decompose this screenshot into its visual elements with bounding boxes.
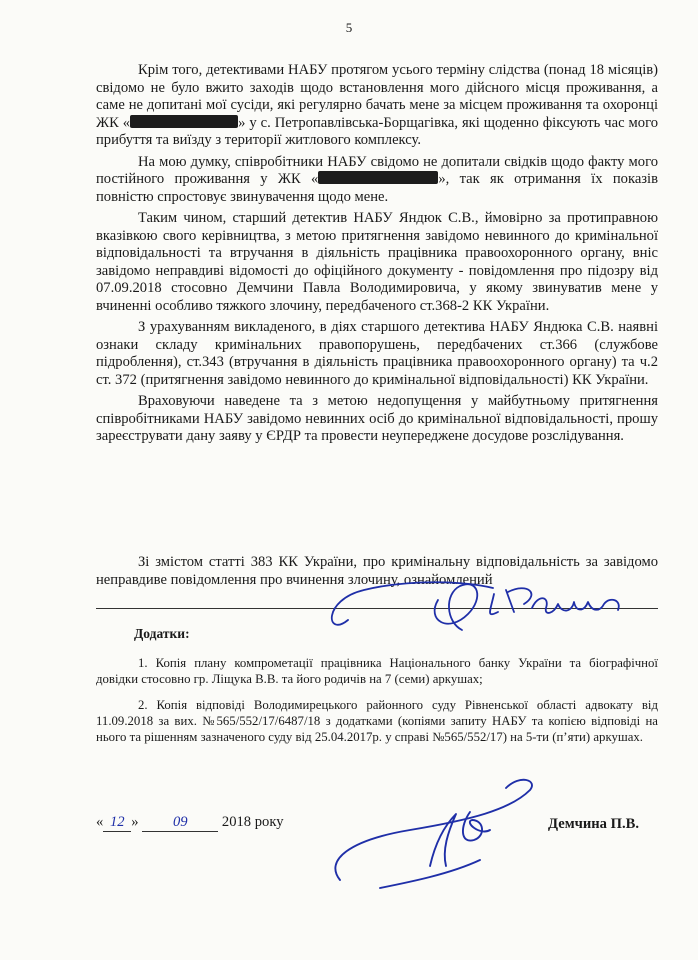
paragraph-text: На мою думку, співробітники НАБУ свідомо не допитали свідків щодо факту мого постійного проживання у ЖК « bbox=[96, 153, 658, 187]
signer-name: Демчина П.В. bbox=[548, 816, 640, 832]
date-line: « 12 » 09 2018 року bbox=[96, 814, 284, 830]
attachments-title: Додатки: bbox=[134, 626, 190, 641]
acknowledgement: Зі змістом статті 383 КК України, про кримінальну відповідальність за завідомо неправдиве повідомлення про вчинення злочину, ознайомлений bbox=[96, 554, 658, 588]
handwritten-signature bbox=[318, 560, 658, 650]
paragraph-detective: Таким чином, старший детектив НАБУ Яндюк С.В., ймовірно за протиправною вказівкою свого керівництва, з метою притягнення завідомо невинного до кримінальної відповідальності та втручання в діяльність працівника правоохоронного органу, вніс завідомо неправдиві відомості до офіційного документу - повідомлення про підозру від 07.09.2018 стосовно Демчини Павла Володимировича, у якому звинуватив мене у вчиненні особливо тяжкого злочину, передбаченого ст.368-2 КК України. bbox=[96, 210, 658, 314]
paragraph-offences: З урахуванням викладеного, в діях старшого детектива НАБУ Яндюка С.В. наявні ознаки складу кримінальних правопорушень, передбачених ст.366 (службове підроблення), ст.343 (втручання в діяльність працівника правоохоронного органу) та ч.2 ст. 372 (притягнення завідомо невинного до кримінальної відповідальності) КК України. bbox=[96, 319, 658, 388]
date-day: 12 bbox=[103, 814, 131, 832]
paragraph-witnesses bbox=[96, 154, 658, 207]
handwritten-signature bbox=[320, 770, 550, 900]
attachment-item: 1. Копія плану компрометації працівника Національного банку України та біографічної довідки стосовно гр. Ліщука В.В. та його родичів на 7 (семи) аркушах; bbox=[96, 656, 658, 686]
page-number: 5 bbox=[345, 20, 353, 35]
date-year: 2018 року bbox=[221, 814, 284, 830]
paragraph-request: Враховуючи наведене та з метою недопущення у майбутньому притягнення співробітниками НАБУ завідомо невинних осіб до кримінальної відповідальності, прошу зареєструвати дану заяву у ЄРДР та провести неупереджене досудове розслідування. bbox=[96, 393, 658, 444]
redaction-mark bbox=[318, 171, 438, 184]
letter-body bbox=[96, 62, 658, 450]
paragraph-text: », так як отримання їх показів повністю спростовує звинувачення щодо мене. bbox=[96, 171, 659, 205]
paragraph-text: » у с. Петропавлівська-Борщагівка, які щоденно фіксують час мого прибуття та виїзду з території житлового комплексу. bbox=[96, 114, 658, 148]
paragraph-investigation bbox=[96, 62, 658, 150]
paragraph-text: Крім того, детективами НАБУ протягом усього терміну слідства (понад 18 місяців) свідомо не було вжито заходів щодо встановлення мого дійсного місця проживання, а саме не допитані мої сусіди, які регулярно бачать мене за місцем проживання та охоронці ЖК « bbox=[96, 62, 658, 131]
date-month: 09 bbox=[142, 814, 218, 832]
redaction-mark bbox=[130, 115, 238, 128]
attachment-item: 2. Копія відповіді Володимирецького районного суду Рівненської області адвокату від 11.09.2018 за вих. №565/552/17/6487/18 з додатками (копіями запиту НАБУ та копією відповіді на нього та рішенням зазначеного суду від 25.04.2017р. у справі №565/552/17) на 5-ти (п’яти) аркушах. bbox=[96, 698, 658, 744]
